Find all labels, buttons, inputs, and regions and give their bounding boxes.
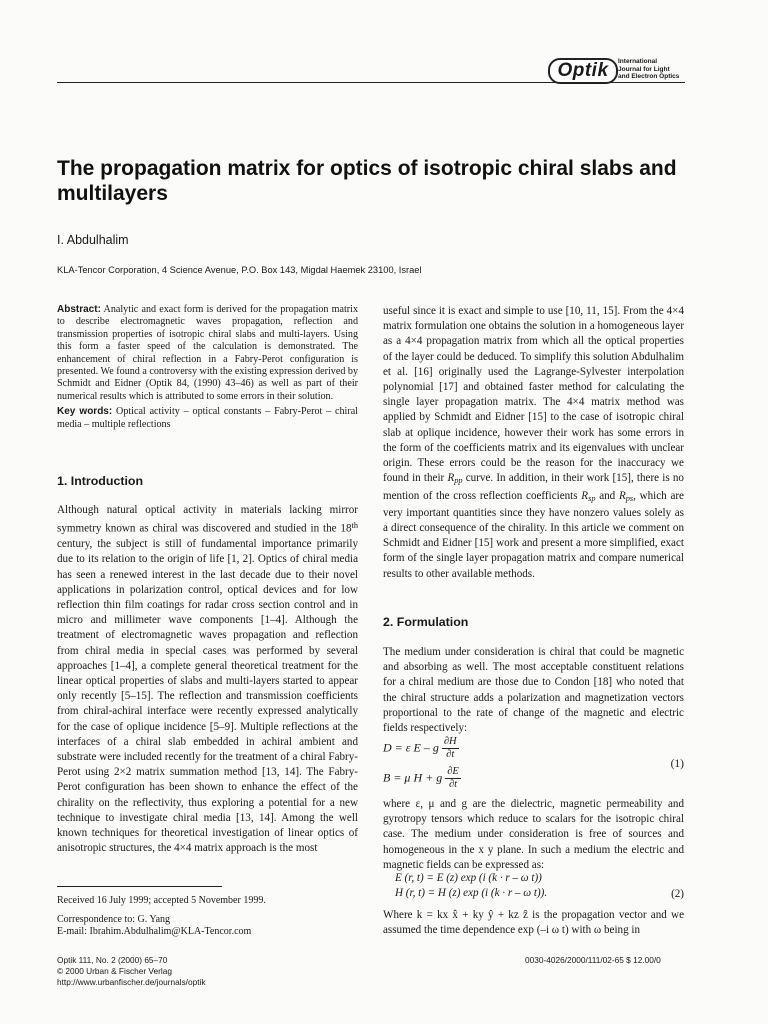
footnote [57,895,358,942]
symbol-r: R [618,489,626,502]
header-rule [57,82,685,83]
symbol-sub: pp [454,476,463,486]
intro-heading: 1. Introduction [57,474,144,488]
journal-subtitle-line: International [618,58,658,65]
fraction [445,766,461,791]
symbol-sub: sp [588,493,596,503]
intro-text-cont: century, the subject is still of fundamental importance primarily due to its relation to the origin of life [1, 2]. Optics of chiral media has seen a renewed interest in the last decade due to their novel applications in polarization control, optical devices and for low reflection thin film coatings for radar cross section control and in micro and millimeter wave components [1–4]. Although the treatment of electromagnetic waves propagation and reflection from chiral media in special cases was performed by several approaches [1–4], a complete general theoretical treatment for the linear optical properties of slabs and multi-layers started to appear only recently [5–15]. The reflection and transmission coefficients from chiral-achiral interface were recently expressed analytically for the case of oplique incidence [5–9]. Multiple reflections at the interfaces of a chiral slab embedded in achiral ambient and substrate were included recently for the treatment of a chiral Fabry-Perot using 2×2 matrix summation method [13, 14]. The Fabry-Perot configuration has been shown to enhance the effect of the chirality on the reflectivity, thus exploring a potential for a new technique to investigate chiral media [13, 14]. Among the well known techniques for theoretical investigation of linear optics of anisotropic structures, the 4×4 matrix approach is the most [57,538,358,855]
eq-text: B = μ H + g [383,770,443,785]
publication-info [57,955,206,988]
publication-citation: Optik 111, No. 2 (2000) 65–70 [57,955,168,965]
right-text: and [595,489,619,502]
keywords-label: Key words: [57,406,113,418]
symbol-r: R [447,472,455,485]
article-title: The propagation matrix for optics of isotropic chiral slabs and multilayers [57,157,677,205]
journal-subtitle-line: and Electron Optics [618,73,680,80]
eq-text: D = ε E – g [383,740,439,755]
fraction-den: ∂t [448,779,458,790]
footnote-rule [57,886,222,887]
equation-2 [395,871,684,901]
formulation-paragraph-3: Where k = kx x̂ + ky ŷ + kz ẑ is the propagation vector and we assumed the time dependence exp (–i ω t) with ω being in [383,909,684,937]
journal-logo-word: Optik [548,58,618,84]
abstract-text: Analytic and exact form is derived for the propagation matrix to describe electromagnetic waves propagation, reflection and transmission properties of isotropic chiral slabs and multi-layers. Using this form a faster speed of the calculation is demonstrated. The enhancement of chiral reflection in a Fabry-Perot configuration is presented. We found a controversy with the existing expression derived by Schmidt and Eidner (Optik 84, (1990) 43–46) as well as part of their numerical results which is attributed to some errors in their solution. [57,304,358,402]
formulation-paragraph: The medium under consideration is chiral that could be magnetic and absorbing as well. The most acceptable constituent relations for a chiral medium are those due to Condon [18] who noted that the chiral structure adds a polarization and magnetization vectors proportional to the rate of change of the magnetic and electric fields respectively: [383,646,684,735]
equation-2-number: (2) [671,888,684,900]
intro-sup: th [351,521,358,531]
journal-subtitle-line: Journal for Light [618,65,670,73]
fraction-num: ∂E [447,766,459,777]
publication-code: 0030-4026/2000/111/02-65 $ 12.00/0 [525,955,661,965]
equation-2-line-1: E (r, t) = E (z) exp (i (k · r – ω t)) [395,872,542,884]
formulation-paragraph-2: where ε, μ and g are the dielectric, magnetic permeability and gyrotropy tensors which reduce to scalars for the isotropic chiral case. The medium under consideration is free of sources and homogeneous in the x y plane. In such a medium the electric and magnetic fields can be expressed as: [383,798,684,871]
equation-1-line-2 [383,766,461,791]
symbol-r: R [581,489,589,502]
symbol-sub: ps [625,493,634,503]
equation-1-number: (1) [670,758,684,770]
right-text: curve. In addition, in their work [15], there is no mention of the cross reflection coefficients [383,472,684,502]
publication-copyright: © 2000 Urban & Fischer Verlag [57,966,172,976]
right-text: useful since it is exact and simple to use [10, 11, 15]. From the 4×4 matrix formulation one obtains the solution in a homogeneous layer as a 4×4 propagation matrix from which all the optical properties of the layer could be deduced. To simplify this solution Abdulhalim et al. [16] originally used the Lagrange-Sylvester interpolation polynomial [17] and obtained faster method for calculating the single layer propagation matrix. The 4×4 matrix method was applied by Schmidt and Eidner [15] to the case of isotropic chiral slab at oplique incidence, however their work has some errors in the form of the coefficients matrix and its eigenvalues with unclear origin. These errors could be the reason for the inaccuracy we found in their [383,305,685,485]
abstract-label: Abstract: [57,304,101,315]
received-dates: Received 16 July 1999; accepted 5 November 1999. [57,895,266,906]
journal-subtitle [618,58,688,81]
keywords-text: Optical activity – optical constants – Fabry-Perot – chiral media – multiple reflections [57,406,358,430]
equation-1-line-1 [383,736,459,761]
article-author: I. Abdulhalim [57,233,129,247]
intro-paragraph [57,503,358,856]
publication-url: http://www.urbanfischer.de/journals/optik [57,977,206,987]
article-affiliation: KLA-Tencor Corporation, 4 Science Avenue, P.O. Box 143, Migdal Haemek 23100, Israel [57,265,422,275]
fraction [442,736,459,761]
equation-2-line-2: H (r, t) = H (z) exp (i (k · r – ω t)). [395,887,548,899]
fraction-den: ∂t [446,749,455,760]
correspondence: Correspondence to: G. Yang [57,913,171,925]
formulation-heading: 2. Formulation [383,615,469,629]
right-paragraph-1 [383,304,684,582]
intro-text: Although natural optical activity in materials lacking mirror symmetry known as chiral was discovered and studied in the 18 [57,504,358,535]
email: E-mail: Ibrahim.Abdulhalim@KLA-Tencor.com [57,926,252,937]
equation-1 [383,736,684,796]
fraction-num: ∂H [443,736,457,747]
abstract [57,304,358,434]
right-text: , which are very important quantities since they have nonzero values solely as a direct consequence of the chirality. In this article we comment on Schmidt and Eidner [15] work and present a more simplified, exact form of the single layer propagation matrix and compare numerical results to other available methods. [383,489,684,580]
